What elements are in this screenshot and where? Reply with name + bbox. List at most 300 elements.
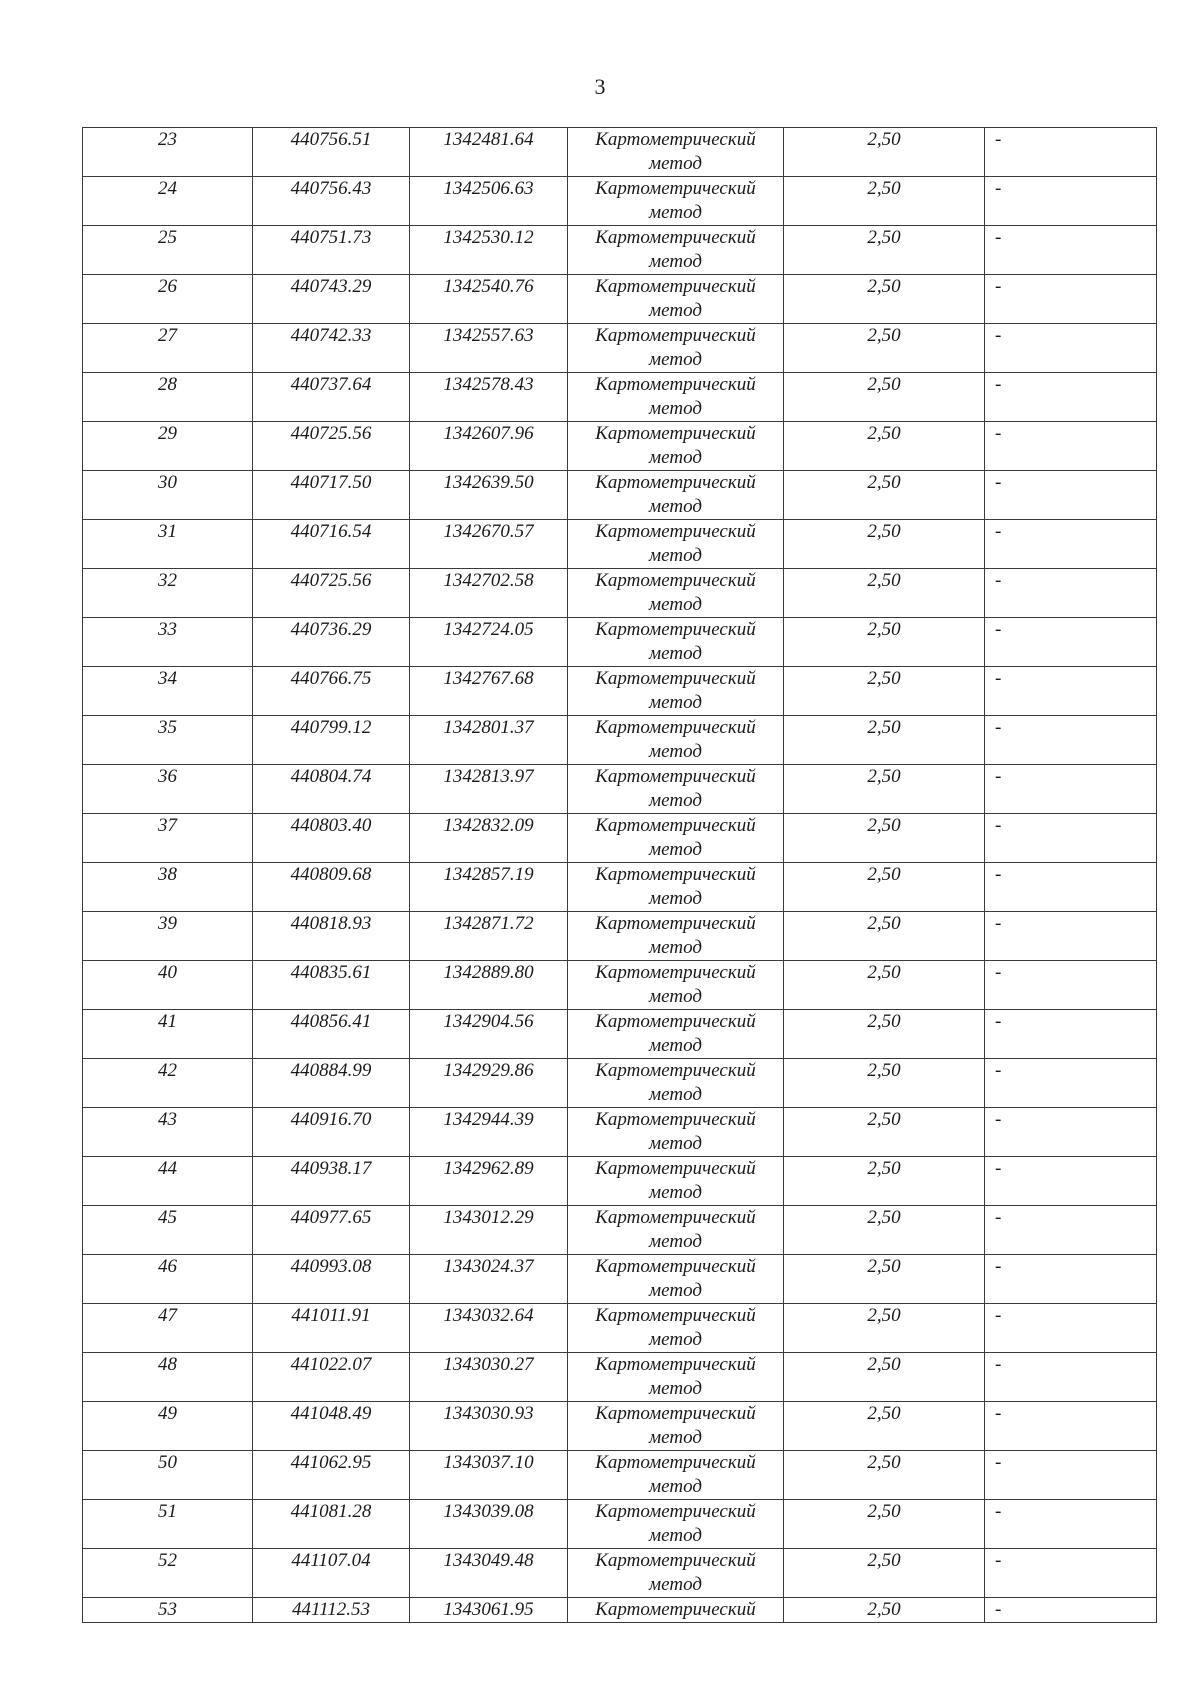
table-row: [83, 1304, 1157, 1353]
x-coordinate-cell: [253, 716, 410, 765]
y-coordinate-cell: [410, 1549, 568, 1598]
x-coordinate-cell: [253, 1500, 410, 1549]
x-coordinate-cell: [253, 1206, 410, 1255]
x-coordinate-cell: [253, 1010, 410, 1059]
table-row: [83, 520, 1157, 569]
y-coordinate-cell: [410, 422, 568, 471]
accuracy-cell-text: 2,50: [867, 570, 901, 591]
method-cell-text: Картометрический метод: [595, 668, 756, 713]
point-number-cell: [83, 961, 253, 1010]
accuracy-cell-text: 2,50: [867, 717, 901, 738]
method-cell-text: Картометрический метод: [595, 1354, 756, 1399]
y-coordinate-cell-text: 1342832.09: [443, 815, 534, 836]
y-coordinate-cell: [410, 1598, 568, 1623]
note-cell: [985, 471, 1157, 520]
method-cell: [568, 275, 784, 324]
method-cell: [568, 863, 784, 912]
x-coordinate-cell: [253, 765, 410, 814]
note-cell: [985, 177, 1157, 226]
method-cell: [568, 1451, 784, 1500]
accuracy-cell: [784, 1304, 985, 1353]
note-cell-text: -: [995, 374, 1002, 395]
x-coordinate-cell-text: 440803.40: [290, 815, 372, 836]
table-row: [83, 1549, 1157, 1598]
x-coordinate-cell-text: 441107.04: [291, 1550, 371, 1571]
y-coordinate-cell: [410, 1402, 568, 1451]
method-cell-text: Картометрический метод: [595, 325, 756, 370]
accuracy-cell: [784, 1059, 985, 1108]
method-cell-text: Картометрический метод: [595, 1452, 756, 1497]
point-number-cell: [83, 618, 253, 667]
x-coordinate-cell: [253, 1598, 410, 1623]
method-cell: [568, 1255, 784, 1304]
note-cell: [985, 1304, 1157, 1353]
accuracy-cell: [784, 1108, 985, 1157]
y-coordinate-cell-text: 1342962.89: [443, 1158, 534, 1179]
accuracy-cell-text: 2,50: [867, 1550, 901, 1571]
accuracy-cell: [784, 1451, 985, 1500]
point-number-cell: [83, 1010, 253, 1059]
y-coordinate-cell-text: 1342724.05: [443, 619, 534, 640]
point-number-cell: [83, 1402, 253, 1451]
note-cell: [985, 1010, 1157, 1059]
table-row: [83, 667, 1157, 716]
note-cell-text: -: [995, 913, 1002, 934]
note-cell-text: -: [995, 521, 1002, 542]
note-cell-text: -: [995, 276, 1002, 297]
point-number-cell-text: 53: [158, 1599, 177, 1620]
point-number-cell: [83, 863, 253, 912]
y-coordinate-cell: [410, 177, 568, 226]
method-cell-text: Картометрический метод: [595, 1550, 756, 1595]
accuracy-cell: [784, 422, 985, 471]
y-coordinate-cell: [410, 226, 568, 275]
y-coordinate-cell-text: 1343037.10: [443, 1452, 534, 1473]
table-row: [83, 275, 1157, 324]
accuracy-cell: [784, 275, 985, 324]
point-number-cell-text: 29: [158, 423, 177, 444]
y-coordinate-cell-text: 1343061.95: [443, 1599, 534, 1620]
x-coordinate-cell: [253, 1304, 410, 1353]
y-coordinate-cell: [410, 569, 568, 618]
table-row: [83, 324, 1157, 373]
table-row: [83, 422, 1157, 471]
y-coordinate-cell-text: 1342481.64: [443, 129, 534, 150]
method-cell-text: Картометрический метод: [595, 1158, 756, 1203]
y-coordinate-cell-text: 1342578.43: [443, 374, 534, 395]
point-number-cell: [83, 1549, 253, 1598]
note-cell: [985, 1206, 1157, 1255]
x-coordinate-cell-text: 440743.29: [290, 276, 372, 297]
x-coordinate-cell-text: 440751.73: [290, 227, 372, 248]
x-coordinate-cell: [253, 373, 410, 422]
accuracy-cell: [784, 716, 985, 765]
accuracy-cell: [784, 128, 985, 177]
table-row: [83, 1598, 1157, 1623]
note-cell: [985, 765, 1157, 814]
point-number-cell: [83, 471, 253, 520]
accuracy-cell-text: 2,50: [867, 1354, 901, 1375]
note-cell-text: -: [995, 472, 1002, 493]
x-coordinate-cell-text: 441022.07: [290, 1354, 372, 1375]
y-coordinate-cell-text: 1342607.96: [443, 423, 534, 444]
accuracy-cell: [784, 226, 985, 275]
method-cell: [568, 1500, 784, 1549]
x-coordinate-cell-text: 441048.49: [290, 1403, 372, 1424]
point-number-cell-text: 31: [158, 521, 177, 542]
method-cell-text: Картометрический метод: [595, 374, 756, 419]
note-cell-text: -: [995, 1109, 1002, 1130]
y-coordinate-cell: [410, 1010, 568, 1059]
note-cell-text: -: [995, 1060, 1002, 1081]
x-coordinate-cell: [253, 177, 410, 226]
accuracy-cell: [784, 814, 985, 863]
method-cell: [568, 1206, 784, 1255]
method-cell: [568, 422, 784, 471]
accuracy-cell-text: 2,50: [867, 227, 901, 248]
method-cell: [568, 961, 784, 1010]
point-number-cell-text: 42: [158, 1060, 177, 1081]
point-number-cell-text: 23: [158, 129, 177, 150]
y-coordinate-cell-text: 1343030.93: [443, 1403, 534, 1424]
note-cell: [985, 667, 1157, 716]
accuracy-cell: [784, 569, 985, 618]
y-coordinate-cell-text: 1342857.19: [443, 864, 534, 885]
x-coordinate-cell: [253, 1255, 410, 1304]
method-cell: [568, 471, 784, 520]
method-cell: [568, 1304, 784, 1353]
page-number: 3: [594, 74, 606, 99]
method-cell-text: Картометрический метод: [595, 423, 756, 468]
method-cell: [568, 226, 784, 275]
accuracy-cell-text: 2,50: [867, 1207, 901, 1228]
y-coordinate-cell: [410, 128, 568, 177]
x-coordinate-cell: [253, 569, 410, 618]
point-number-cell-text: 30: [158, 472, 177, 493]
method-cell-text: Картометрический метод: [595, 1501, 756, 1546]
point-number-cell-text: 26: [158, 276, 177, 297]
note-cell-text: -: [995, 570, 1002, 591]
point-number-cell-text: 38: [158, 864, 177, 885]
x-coordinate-cell: [253, 1059, 410, 1108]
note-cell-text: -: [995, 1550, 1002, 1571]
note-cell-text: -: [995, 1305, 1002, 1326]
y-coordinate-cell-text: 1342530.12: [443, 227, 534, 248]
table-row: [83, 961, 1157, 1010]
point-number-cell: [83, 1108, 253, 1157]
accuracy-cell: [784, 1500, 985, 1549]
note-cell-text: -: [995, 129, 1002, 150]
point-number-cell-text: 39: [158, 913, 177, 934]
y-coordinate-cell: [410, 1108, 568, 1157]
note-cell: [985, 1157, 1157, 1206]
point-number-cell: [83, 667, 253, 716]
x-coordinate-cell: [253, 1549, 410, 1598]
method-cell: [568, 1010, 784, 1059]
note-cell-text: -: [995, 325, 1002, 346]
point-number-cell: [83, 1157, 253, 1206]
accuracy-cell-text: 2,50: [867, 325, 901, 346]
note-cell-text: -: [995, 1599, 1002, 1620]
x-coordinate-cell-text: 440799.12: [290, 717, 372, 738]
table-row: [83, 471, 1157, 520]
y-coordinate-cell-text: 1342889.80: [443, 962, 534, 983]
method-cell-text: Картометрический метод: [595, 129, 756, 174]
method-cell: [568, 569, 784, 618]
y-coordinate-cell: [410, 716, 568, 765]
point-number-cell: [83, 373, 253, 422]
y-coordinate-cell: [410, 1206, 568, 1255]
note-cell: [985, 814, 1157, 863]
accuracy-cell: [784, 1255, 985, 1304]
y-coordinate-cell-text: 1343032.64: [443, 1305, 534, 1326]
x-coordinate-cell-text: 440977.65: [290, 1207, 372, 1228]
point-number-cell-text: 27: [158, 325, 177, 346]
accuracy-cell: [784, 912, 985, 961]
note-cell-text: -: [995, 1207, 1002, 1228]
method-cell-text: Картометрический метод: [595, 1207, 756, 1252]
note-cell-text: -: [995, 1011, 1002, 1032]
y-coordinate-cell: [410, 814, 568, 863]
table-row: [83, 1157, 1157, 1206]
method-cell-text: Картометрический метод: [595, 570, 756, 615]
accuracy-cell: [784, 1206, 985, 1255]
point-number-cell-text: 51: [158, 1501, 177, 1522]
x-coordinate-cell-text: 440835.61: [290, 962, 372, 983]
method-cell-text: Картометрический метод: [595, 276, 756, 321]
y-coordinate-cell: [410, 1451, 568, 1500]
point-number-cell-text: 46: [158, 1256, 177, 1277]
accuracy-cell: [784, 1598, 985, 1623]
accuracy-cell: [784, 471, 985, 520]
y-coordinate-cell-text: 1342506.63: [443, 178, 534, 199]
table-row: [83, 1402, 1157, 1451]
accuracy-cell: [784, 1353, 985, 1402]
accuracy-cell: [784, 1010, 985, 1059]
x-coordinate-cell-text: 440742.33: [290, 325, 372, 346]
method-cell: [568, 912, 784, 961]
y-coordinate-cell: [410, 1353, 568, 1402]
note-cell: [985, 1598, 1157, 1623]
x-coordinate-cell-text: 440993.08: [290, 1256, 372, 1277]
accuracy-cell-text: 2,50: [867, 178, 901, 199]
accuracy-cell: [784, 961, 985, 1010]
y-coordinate-cell-text: 1343024.37: [443, 1256, 534, 1277]
x-coordinate-cell-text: 441062.95: [290, 1452, 372, 1473]
x-coordinate-cell-text: 440716.54: [290, 521, 372, 542]
coordinates-table-body: [83, 128, 1157, 1623]
note-cell: [985, 1451, 1157, 1500]
y-coordinate-cell-text: 1342813.97: [443, 766, 534, 787]
method-cell: [568, 667, 784, 716]
method-cell: [568, 1402, 784, 1451]
note-cell: [985, 1500, 1157, 1549]
x-coordinate-cell: [253, 618, 410, 667]
method-cell: [568, 1549, 784, 1598]
point-number-cell: [83, 422, 253, 471]
method-cell: [568, 520, 784, 569]
note-cell-text: -: [995, 619, 1002, 640]
method-cell-text: Картометрический метод: [595, 472, 756, 517]
x-coordinate-cell-text: 441081.28: [290, 1501, 372, 1522]
accuracy-cell-text: 2,50: [867, 521, 901, 542]
y-coordinate-cell: [410, 1255, 568, 1304]
y-coordinate-cell: [410, 373, 568, 422]
point-number-cell-text: 49: [158, 1403, 177, 1424]
accuracy-cell-text: 2,50: [867, 1305, 901, 1326]
note-cell: [985, 275, 1157, 324]
accuracy-cell: [784, 1402, 985, 1451]
method-cell-text: Картометрический метод: [595, 178, 756, 223]
note-cell-text: -: [995, 1354, 1002, 1375]
accuracy-cell-text: 2,50: [867, 276, 901, 297]
x-coordinate-cell: [253, 1353, 410, 1402]
x-coordinate-cell: [253, 226, 410, 275]
x-coordinate-cell-text: 440725.56: [290, 423, 372, 444]
y-coordinate-cell: [410, 275, 568, 324]
point-number-cell: [83, 765, 253, 814]
y-coordinate-cell: [410, 471, 568, 520]
accuracy-cell: [784, 1157, 985, 1206]
x-coordinate-cell-text: 440938.17: [290, 1158, 372, 1179]
method-cell: [568, 814, 784, 863]
note-cell-text: -: [995, 227, 1002, 248]
y-coordinate-cell: [410, 765, 568, 814]
table-row: [83, 618, 1157, 667]
x-coordinate-cell: [253, 667, 410, 716]
table-row: [83, 863, 1157, 912]
note-cell-text: -: [995, 1501, 1002, 1522]
y-coordinate-cell-text: 1342540.76: [443, 276, 534, 297]
point-number-cell: [83, 1304, 253, 1353]
method-cell-text: Картометрический метод: [595, 815, 756, 860]
accuracy-cell-text: 2,50: [867, 1011, 901, 1032]
x-coordinate-cell-text: 440884.99: [290, 1060, 372, 1081]
x-coordinate-cell-text: 440725.56: [290, 570, 372, 591]
accuracy-cell: [784, 1549, 985, 1598]
coordinates-table: [82, 127, 1157, 1623]
accuracy-cell: [784, 177, 985, 226]
note-cell-text: -: [995, 1256, 1002, 1277]
method-cell-text: Картометрический метод: [595, 1403, 756, 1448]
table-row: [83, 1255, 1157, 1304]
accuracy-cell-text: 2,50: [867, 766, 901, 787]
accuracy-cell: [784, 324, 985, 373]
point-number-cell: [83, 814, 253, 863]
accuracy-cell: [784, 618, 985, 667]
note-cell-text: -: [995, 717, 1002, 738]
note-cell-text: -: [995, 1452, 1002, 1473]
table-row: [83, 912, 1157, 961]
accuracy-cell-text: 2,50: [867, 668, 901, 689]
method-cell: [568, 373, 784, 422]
x-coordinate-cell-text: 440766.75: [290, 668, 372, 689]
table-row: [83, 128, 1157, 177]
x-coordinate-cell: [253, 863, 410, 912]
accuracy-cell: [784, 863, 985, 912]
method-cell-text: Картометрический метод: [595, 521, 756, 566]
note-cell: [985, 1353, 1157, 1402]
y-coordinate-cell: [410, 912, 568, 961]
point-number-cell: [83, 569, 253, 618]
y-coordinate-cell-text: 1342944.39: [443, 1109, 534, 1130]
y-coordinate-cell-text: 1343049.48: [443, 1550, 534, 1571]
point-number-cell: [83, 226, 253, 275]
accuracy-cell-text: 2,50: [867, 1158, 901, 1179]
method-cell-text: Картометрический метод: [595, 913, 756, 958]
y-coordinate-cell: [410, 1500, 568, 1549]
point-number-cell-text: 37: [158, 815, 177, 836]
note-cell-text: -: [995, 962, 1002, 983]
x-coordinate-cell-text: 440818.93: [290, 913, 372, 934]
x-coordinate-cell: [253, 912, 410, 961]
y-coordinate-cell-text: 1342557.63: [443, 325, 534, 346]
method-cell: [568, 1108, 784, 1157]
method-cell-text: Картометрический метод: [595, 1256, 756, 1301]
table-row: [83, 1353, 1157, 1402]
y-coordinate-cell-text: 1342670.57: [443, 521, 534, 542]
method-cell-text: Картометрический: [595, 1599, 756, 1620]
note-cell: [985, 569, 1157, 618]
note-cell: [985, 961, 1157, 1010]
point-number-cell-text: 50: [158, 1452, 177, 1473]
point-number-cell: [83, 177, 253, 226]
y-coordinate-cell-text: 1342929.86: [443, 1060, 534, 1081]
method-cell-text: Картометрический метод: [595, 227, 756, 272]
accuracy-cell-text: 2,50: [867, 1501, 901, 1522]
note-cell: [985, 1108, 1157, 1157]
point-number-cell-text: 25: [158, 227, 177, 248]
accuracy-cell-text: 2,50: [867, 619, 901, 640]
accuracy-cell-text: 2,50: [867, 1599, 901, 1620]
x-coordinate-cell-text: 441011.91: [291, 1305, 371, 1326]
table-row: [83, 1059, 1157, 1108]
point-number-cell-text: 44: [158, 1158, 177, 1179]
method-cell: [568, 618, 784, 667]
note-cell: [985, 1402, 1157, 1451]
point-number-cell-text: 24: [158, 178, 177, 199]
method-cell-text: Картометрический метод: [595, 962, 756, 1007]
x-coordinate-cell: [253, 1157, 410, 1206]
note-cell: [985, 1255, 1157, 1304]
accuracy-cell-text: 2,50: [867, 374, 901, 395]
note-cell: [985, 1059, 1157, 1108]
table-row: [83, 1010, 1157, 1059]
accuracy-cell-text: 2,50: [867, 1109, 901, 1130]
y-coordinate-cell: [410, 667, 568, 716]
method-cell-text: Картометрический метод: [595, 766, 756, 811]
accuracy-cell-text: 2,50: [867, 815, 901, 836]
point-number-cell: [83, 128, 253, 177]
method-cell-text: Картометрический метод: [595, 619, 756, 664]
method-cell: [568, 128, 784, 177]
point-number-cell: [83, 520, 253, 569]
table-row: [83, 814, 1157, 863]
x-coordinate-cell-text: 440809.68: [290, 864, 372, 885]
y-coordinate-cell-text: 1342639.50: [443, 472, 534, 493]
x-coordinate-cell: [253, 275, 410, 324]
point-number-cell: [83, 716, 253, 765]
method-cell: [568, 324, 784, 373]
method-cell: [568, 765, 784, 814]
method-cell: [568, 1059, 784, 1108]
x-coordinate-cell-text: 440856.41: [290, 1011, 372, 1032]
x-coordinate-cell: [253, 1108, 410, 1157]
point-number-cell: [83, 1598, 253, 1623]
x-coordinate-cell-text: 440756.43: [290, 178, 372, 199]
y-coordinate-cell: [410, 863, 568, 912]
method-cell-text: Картометрический метод: [595, 1109, 756, 1154]
